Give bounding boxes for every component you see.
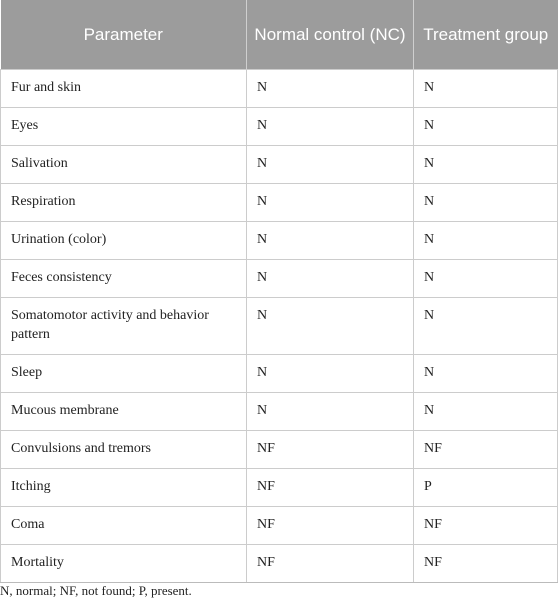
cell-normal-control: N <box>247 146 414 184</box>
cell-parameter: Sleep <box>1 355 247 393</box>
cell-normal-control: N <box>247 108 414 146</box>
table-row <box>1 222 558 260</box>
cell-normal-control: NF <box>247 545 414 583</box>
table-row <box>1 545 558 583</box>
cell-normal-control: N <box>247 355 414 393</box>
header-row <box>1 0 558 70</box>
cell-normal-control: N <box>247 393 414 431</box>
cell-treatment-group: N <box>414 184 558 222</box>
cell-normal-control: N <box>247 70 414 108</box>
table-row <box>1 469 558 507</box>
header-normal-control: Normal control (NC) <box>247 0 414 70</box>
table-row <box>1 507 558 545</box>
cell-parameter: Salivation <box>1 146 247 184</box>
table-row <box>1 184 558 222</box>
cell-normal-control: NF <box>247 507 414 545</box>
cell-treatment-group: N <box>414 222 558 260</box>
table-footnote: N, normal; NF, not found; P, present. <box>0 583 192 598</box>
table-row <box>1 146 558 184</box>
table-row <box>1 298 558 355</box>
cell-parameter: Feces consistency <box>1 260 247 298</box>
cell-normal-control: N <box>247 184 414 222</box>
cell-parameter: Somatomotor activity and behavior pattern <box>1 298 247 355</box>
table-row <box>1 260 558 298</box>
table-row <box>1 70 558 108</box>
header-parameter: Parameter <box>1 0 247 70</box>
cell-treatment-group: N <box>414 355 558 393</box>
cell-normal-control: N <box>247 260 414 298</box>
cell-treatment-group: N <box>414 70 558 108</box>
cell-treatment-group: N <box>414 108 558 146</box>
cell-parameter: Respiration <box>1 184 247 222</box>
cell-treatment-group: N <box>414 146 558 184</box>
cell-treatment-group: NF <box>414 507 558 545</box>
table-row <box>1 431 558 469</box>
cell-treatment-group: N <box>414 393 558 431</box>
cell-parameter: Mortality <box>1 545 247 583</box>
cell-treatment-group: P <box>414 469 558 507</box>
cell-normal-control: N <box>247 222 414 260</box>
cell-parameter: Convulsions and tremors <box>1 431 247 469</box>
cell-treatment-group: N <box>414 260 558 298</box>
cell-treatment-group: NF <box>414 431 558 469</box>
table-row <box>1 355 558 393</box>
cell-normal-control: N <box>247 298 414 355</box>
cell-parameter: Itching <box>1 469 247 507</box>
cell-treatment-group: NF <box>414 545 558 583</box>
cell-normal-control: NF <box>247 431 414 469</box>
cell-parameter: Coma <box>1 507 247 545</box>
cell-parameter: Eyes <box>1 108 247 146</box>
table-row <box>1 108 558 146</box>
cell-normal-control: NF <box>247 469 414 507</box>
cell-parameter: Fur and skin <box>1 70 247 108</box>
cell-parameter: Mucous membrane <box>1 393 247 431</box>
cell-treatment-group: N <box>414 298 558 355</box>
cell-parameter: Urination (color) <box>1 222 247 260</box>
header-treatment-group: Treatment group <box>414 0 558 70</box>
table-row <box>1 393 558 431</box>
